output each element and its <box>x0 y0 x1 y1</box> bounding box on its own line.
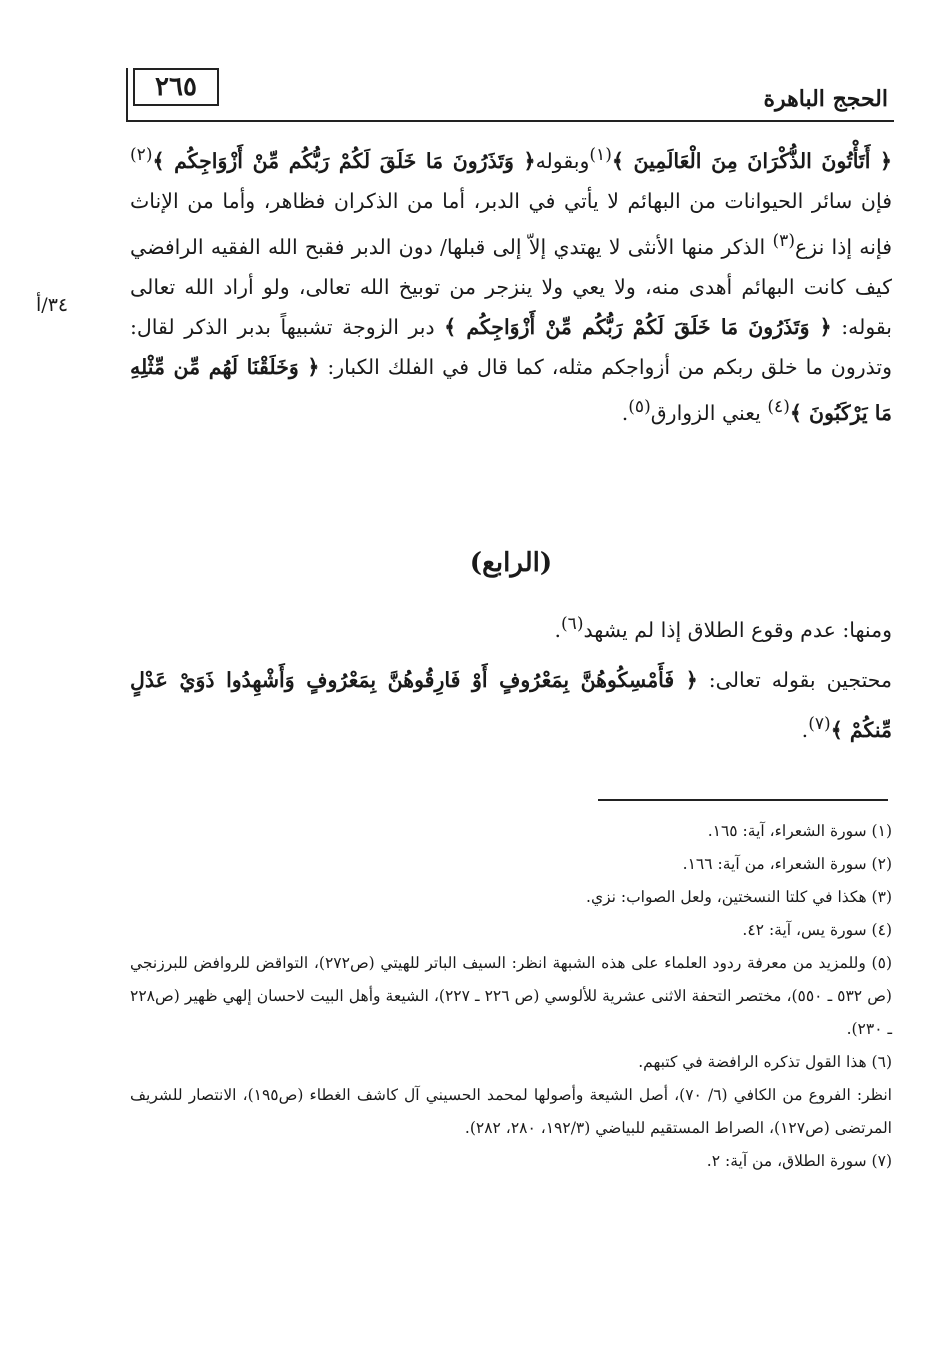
footnotes <box>130 815 892 1178</box>
manuscript-folio-ref: ٣٤/أ <box>36 294 69 316</box>
footnote-6: (٦) هذا القول تذكره الرافضة في كتبهم. <box>638 1053 892 1071</box>
footnote-2: (٢) سورة الشعراء، من آية: ١٦٦. <box>682 855 892 873</box>
text-run: دبر الزوجة تشبيهاً بدبر الذكر لقال: وتذرون ما خلق ربكم من أزواجكم مثله، كما قال في الفلك الكبار: <box>130 314 892 379</box>
footnote-ref: (٤) <box>767 396 790 417</box>
page-number-text: ٢٦٥ <box>155 72 197 102</box>
footnote-4: (٤) سورة يس، آية: ٤٢. <box>742 921 892 939</box>
footnote-1: (١) سورة الشعراء، آية: ١٦٥. <box>707 822 892 840</box>
header-rule <box>128 120 894 122</box>
text-run: . <box>621 400 629 425</box>
text-run: . <box>554 617 561 642</box>
quran-verse: ﴿ أَتَأْتُونَ الذُّكْرَانَ مِنَ الْعَالَمِينَ ﴾ <box>611 148 893 173</box>
quran-verse: ﴿ فَأَمْسِكُوهُنَّ بِمَعْرُوفٍ أَوْ فَارِقُوهُنَّ بِمَعْرُوفٍ وَأَشْهِدُوا ذَوَيْ عَدْلٍ مِّنكُمْ ﴾ <box>130 667 892 742</box>
text-run: محتجين بقوله تعالى: <box>697 667 892 692</box>
paragraph-2 <box>130 602 892 652</box>
quran-verse: ﴿ وَتَذَرُونَ مَا خَلَقَ لَكُمْ رَبُّكُم مِّنْ أَزْوَاجِكُم ﴾ <box>444 314 832 339</box>
text-run: وبقوله <box>535 148 590 173</box>
text-run: يعني الزوارق <box>650 400 768 425</box>
text-run: فإن سائر الحيوانات من البهائم لا يأتي في الدبر، أما من الذكران فظاهر، وأما من الإناث فإنه إذا نزع <box>130 188 893 259</box>
footnote-ref: (٦) <box>560 614 584 634</box>
footnote-ref: (٥) <box>628 396 651 417</box>
header-side-rule <box>126 68 128 122</box>
footnote-ref: (١) <box>589 145 612 165</box>
page-number <box>133 68 219 106</box>
main-text <box>130 135 892 432</box>
text-run: الذكر منها الأنثى لا يهتدي إلاّ إلى قبلها/ دون الدبر فقبح الله الفقيه الرافضي كيف كانت البهائم أهدى منه، ولا يعي ولا ينزجر من توبيخ الله تعالى، ولو أراد الله تعالى بقوله: <box>130 234 893 339</box>
running-header-title: الحجج الباهرة <box>763 86 888 112</box>
footnote-5: (٥) وللمزيد من معرفة ردود العلماء على هذه الشبهة انظر: السيف الباتر للهيتي (ص٢٧٢)، التواقض للروافض للبرزنجي (ص ٥٣٢ ـ ٥٥٠)، مختصر التحفة الاثنى عشرية للألوسي (ص ٢٢٦ ـ ٢٢٧)، الشيعة وأهل البيت لاحسان إلهي ظهير (ص٢٢٨ ـ ٢٣٠). <box>130 954 892 1038</box>
footnote-ref: (٧) <box>808 713 831 734</box>
footnote-7: (٧) سورة الطلاق، من آية: ٢. <box>706 1152 892 1170</box>
main-text-continued <box>130 602 892 758</box>
footnote-ref: (٢) <box>130 145 153 165</box>
text-run: ومنها: عدم وقوع الطلاق إذا لم يشهد <box>583 617 892 642</box>
footnote-separator <box>598 799 888 801</box>
quran-verse: ﴿ وَخَلَقْنَا لَهُم مِّن مِّثْلِهِ مَا يَرْكَبُونَ ﴾ <box>130 354 892 425</box>
section-heading: (الرابع) <box>469 548 553 578</box>
paragraph-1 <box>130 135 892 432</box>
paragraph-3 <box>130 658 892 752</box>
quran-verse: ﴿ وَتَذَرُونَ مَا خَلَقَ لَكُمْ رَبُّكُم مِّنْ أَزْوَاجِكُم ﴾ <box>152 148 536 173</box>
footnote-6-continued: انظر: الفروع من الكافي (٦/ ٧٠)، أصل الشيعة وأصولها لمحمد الحسيني آل كاشف الغطاء (ص١٩٥)، الانتصار للشريف المرتضى (ص١٢٧)، الصراط المستقيم للبياضي (١٩٢/٣، ٢٨٠، ٢٨٢). <box>130 1086 892 1137</box>
text-run: . <box>801 717 809 742</box>
footnote-ref: (٣) <box>772 230 796 251</box>
footnote-3: (٣) هكذا في كلتا النسختين، ولعل الصواب: نزي. <box>586 888 892 906</box>
